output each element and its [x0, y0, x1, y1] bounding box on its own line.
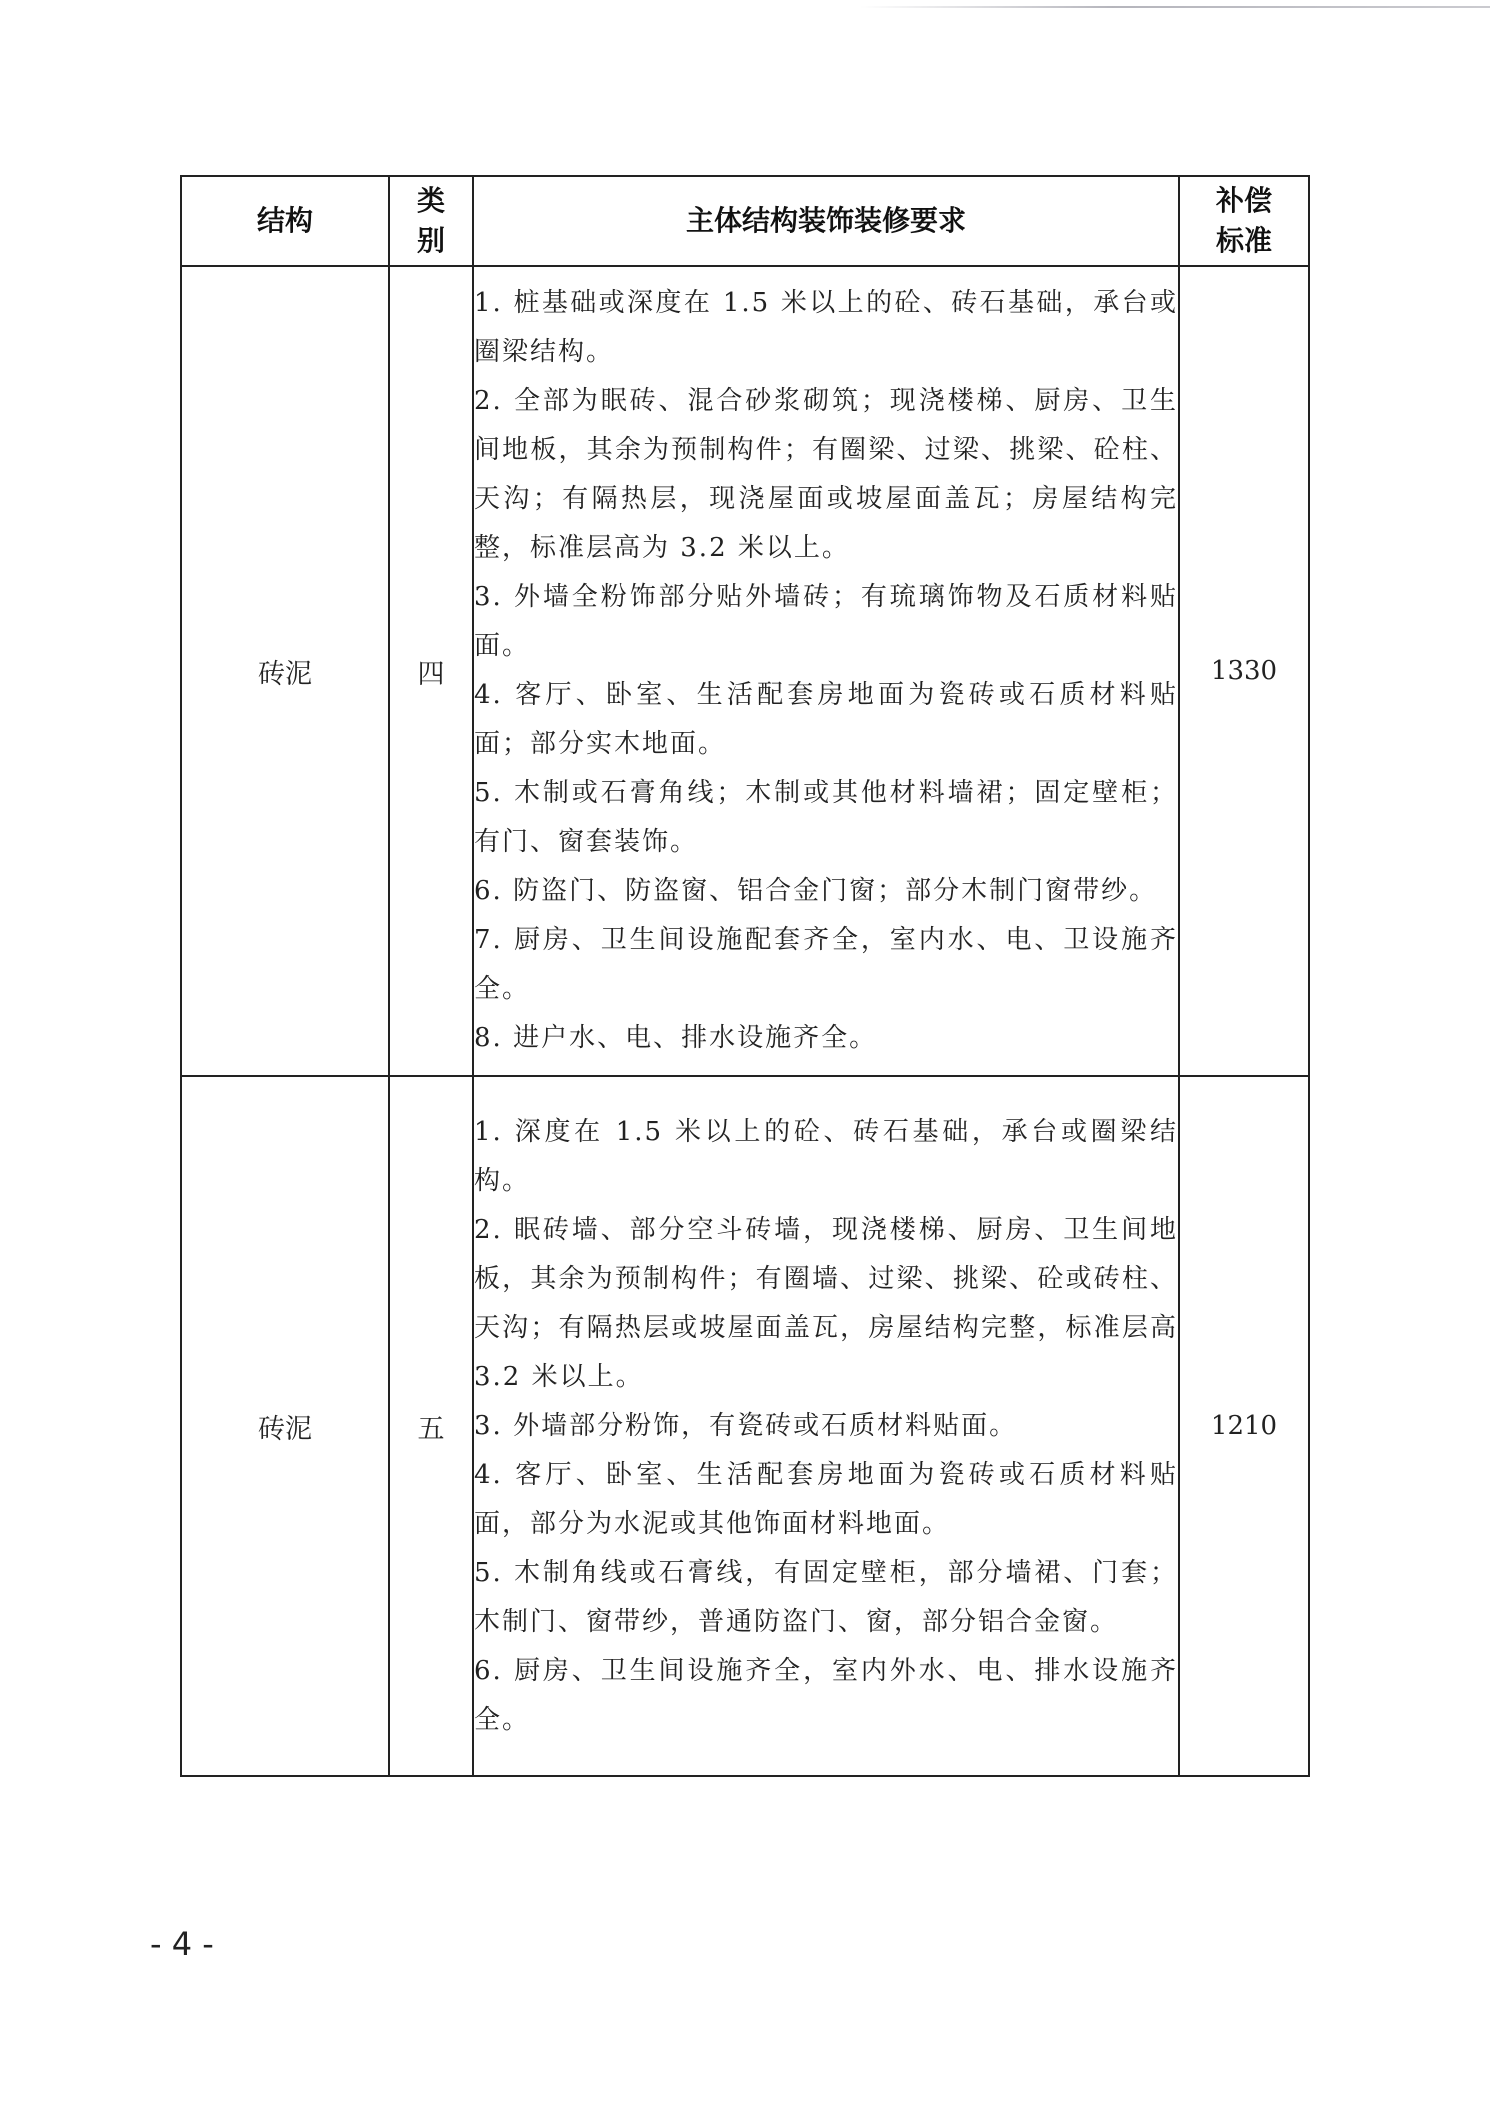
requirement-item: 7. 厨房、卫生间设施配套齐全，室内水、电、卫设施齐全。	[474, 925, 1178, 1004]
row-category: 四	[389, 266, 473, 1076]
requirement-item: 5. 木制角线或石膏线，有固定壁柜，部分墙裙、门套；木制门、窗带纱，普通防盗门、窗，部分铝合金窗。	[474, 1557, 1178, 1637]
requirement-item: 1. 桩基础或深度在 1.5 米以上的砼、砖石基础，承台或圈梁结构。	[474, 288, 1178, 367]
scan-edge-line	[860, 6, 1490, 8]
page-number: - 4 -	[150, 1925, 214, 1963]
row-structure: 砖泥	[181, 266, 389, 1076]
header-standard-text: 补偿标准	[1215, 184, 1272, 257]
header-structure: 结构	[181, 176, 389, 266]
requirement-item: 3. 外墙全粉饰部分贴外墙砖；有琉璃饰物及石质材料贴面。	[474, 582, 1178, 661]
table-header-row	[181, 176, 1309, 266]
requirement-item: 8. 进户水、电、排水设施齐全。	[474, 1023, 878, 1053]
row-standard: 1210	[1179, 1076, 1309, 1776]
row-category: 五	[389, 1076, 473, 1776]
row-structure: 砖泥	[181, 1076, 389, 1776]
row-requirements	[473, 1076, 1179, 1776]
table-row	[181, 266, 1309, 1076]
header-category-text: 类别	[416, 184, 445, 257]
requirement-item: 3. 外墙部分粉饰，有瓷砖或石质材料贴面。	[474, 1410, 1018, 1441]
compensation-standard-table	[180, 175, 1310, 1777]
header-requirements: 主体结构装饰装修要求	[473, 176, 1179, 266]
row-standard: 1330	[1179, 266, 1309, 1076]
requirement-item: 2. 眠砖墙、部分空斗砖墙，现浇楼梯、厨房、卫生间地板，其余为预制构件；有圈墙、过梁、挑梁、砼或砖柱、天沟；有隔热层或坡屋面盖瓦，房屋结构完整，标准层高 3.2 米以上。	[474, 1214, 1178, 1392]
header-category	[389, 176, 473, 266]
requirement-item: 6. 防盗门、防盗窗、铝合金门窗；部分木制门窗带纱。	[474, 876, 1158, 906]
requirement-item: 4. 客厅、卧室、生活配套房地面为瓷砖或石质材料贴面；部分实木地面。	[474, 680, 1178, 759]
header-standard	[1179, 176, 1309, 266]
requirement-item: 1. 深度在 1.5 米以上的砼、砖石基础，承台或圈梁结构。	[474, 1116, 1178, 1196]
requirement-item: 6. 厨房、卫生间设施齐全，室内外水、电、排水设施齐全。	[474, 1655, 1178, 1735]
requirement-item: 2. 全部为眠砖、混合砂浆砌筑；现浇楼梯、厨房、卫生间地板，其余为预制构件；有圈梁、过梁、挑梁、砼柱、天沟；有隔热层，现浇屋面或坡屋面盖瓦；房屋结构完整，标准层高为 3.2 米以上。	[474, 386, 1178, 563]
row-requirements	[473, 266, 1179, 1076]
table-row	[181, 1076, 1309, 1776]
requirement-item: 5. 木制或石膏角线；木制或其他材料墙裙；固定壁柜；有门、窗套装饰。	[474, 778, 1178, 857]
requirement-item: 4. 客厅、卧室、生活配套房地面为瓷砖或石质材料贴面，部分为水泥或其他饰面材料地面。	[474, 1459, 1178, 1539]
